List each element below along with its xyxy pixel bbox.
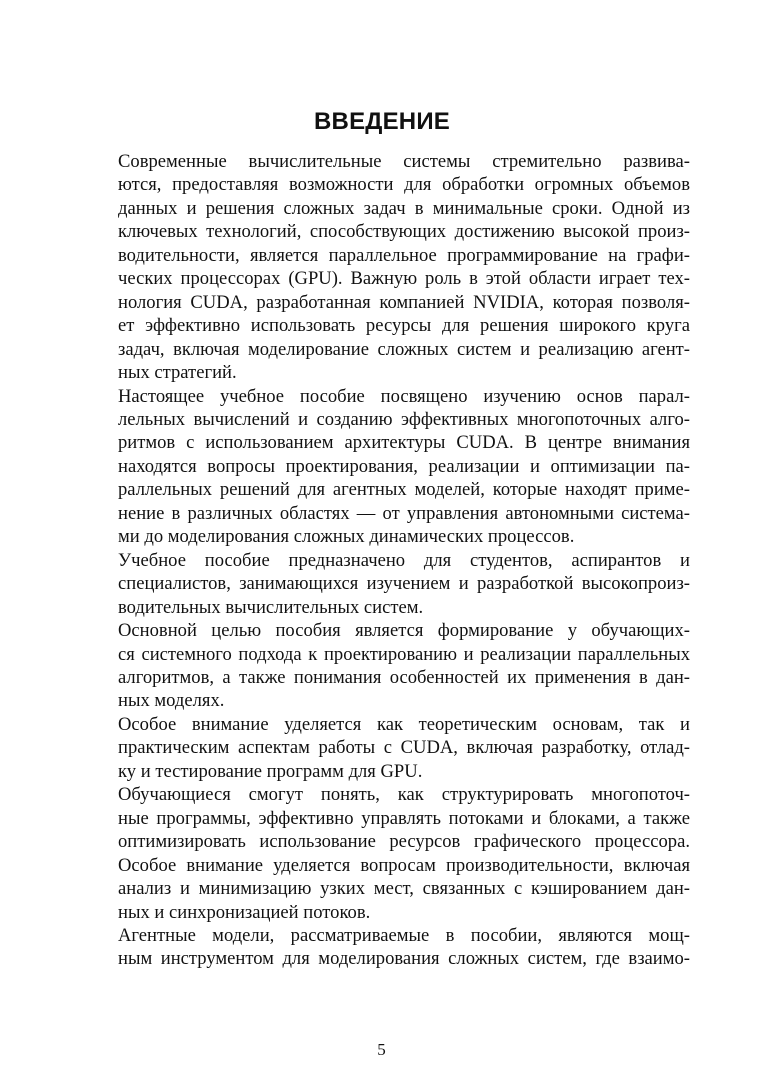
paragraph-list <box>74 150 690 971</box>
text-line: ным инструментом для моделирования сложных систем, где взаимо- <box>118 948 690 970</box>
text-line: Особое внимание уделяется как теоретическим основам, так и <box>118 713 690 735</box>
body-paragraph <box>74 924 690 971</box>
text-line: раллельных решений для агентных моделей, которые находят приме- <box>118 479 690 501</box>
text-line: ных моделях. <box>118 690 225 712</box>
text-line: ные программы, эффективно управлять потоками и блоками, а также <box>118 807 690 829</box>
text-line: лельных вычислений и созданию эффективных многопоточных алго- <box>118 408 690 430</box>
text-line: ческих процессорах (GPU). Важную роль в этой области играет тех- <box>118 268 690 290</box>
body-paragraph <box>74 619 690 713</box>
text-line: ключевых технологий, способствующих достижению высокой произ- <box>118 221 690 243</box>
text-line: оптимизировать использование ресурсов графического процессора. <box>118 831 690 853</box>
text-line: Учебное пособие предназначено для студентов, аспирантов и <box>118 549 690 571</box>
text-line: практическим аспектам работы с CUDA, включая разработку, отлад- <box>118 737 690 759</box>
text-line: анализ и минимизацию узких мест, связанных с кэшированием дан- <box>118 878 690 900</box>
text-line: ных стратегий. <box>118 362 237 384</box>
text-line: нология CUDA, разработанная компанией NVIDIA, которая позволя- <box>118 291 690 313</box>
text-line: ет эффективно использовать ресурсы для решения широкого круга <box>118 315 690 337</box>
section-heading: ВВЕДЕНИЕ <box>314 108 450 135</box>
page-number: 5 <box>377 1040 386 1059</box>
text-line: Агентные модели, рассматриваемые в пособии, являются мощ- <box>118 924 690 946</box>
body-paragraph <box>74 713 690 783</box>
text-line: нение в различных областях — от управления автономными система- <box>118 502 690 524</box>
text-line: Основной целью пособия является формирование у обучающих- <box>118 620 690 642</box>
text-line: ных и синхронизацией потоков. <box>118 901 371 923</box>
text-line: Особое внимание уделяется вопросам производительности, включая <box>118 854 690 876</box>
body-paragraph <box>74 385 690 549</box>
text-line: данных и решения сложных задач в минимальные сроки. Одной из <box>118 197 690 219</box>
text-line: ми до моделирования сложных динамических процессов. <box>118 526 575 548</box>
text-line: ритмов с использованием архитектуры CUDA. В центре внимания <box>118 432 690 454</box>
text-line: водительных вычислительных систем. <box>118 596 424 618</box>
text-line: находятся вопросы проектирования, реализации и оптимизации па- <box>118 455 690 477</box>
text-line: ку и тестирование программ для GPU. <box>118 760 423 782</box>
page-body <box>74 108 690 971</box>
text-line: Современные вычислительные системы стремительно развива- <box>118 151 690 172</box>
text-line: ся системного подхода к проектированию и реализации параллельных <box>118 643 690 665</box>
text-line: алгоритмов, а также понимания особенностей их применения в дан- <box>118 666 690 688</box>
text-line: специалистов, занимающихся изучением и разработкой высокопроиз- <box>118 573 690 595</box>
text-line: задач, включая моделирование сложных систем и реализацию агент- <box>118 338 690 360</box>
text-line: водительности, является параллельное программирование на графи- <box>118 244 690 266</box>
text-line: Настоящее учебное пособие посвящено изучению основ парал- <box>118 385 690 407</box>
body-paragraph <box>74 150 690 385</box>
body-paragraph <box>74 549 690 619</box>
text-line: ются, предоставляя возможности для обработки огромных объемов <box>118 174 690 196</box>
body-paragraph <box>74 783 690 924</box>
text-line: Обучающиеся смогут понять, как структурировать многопоточ- <box>118 784 690 806</box>
